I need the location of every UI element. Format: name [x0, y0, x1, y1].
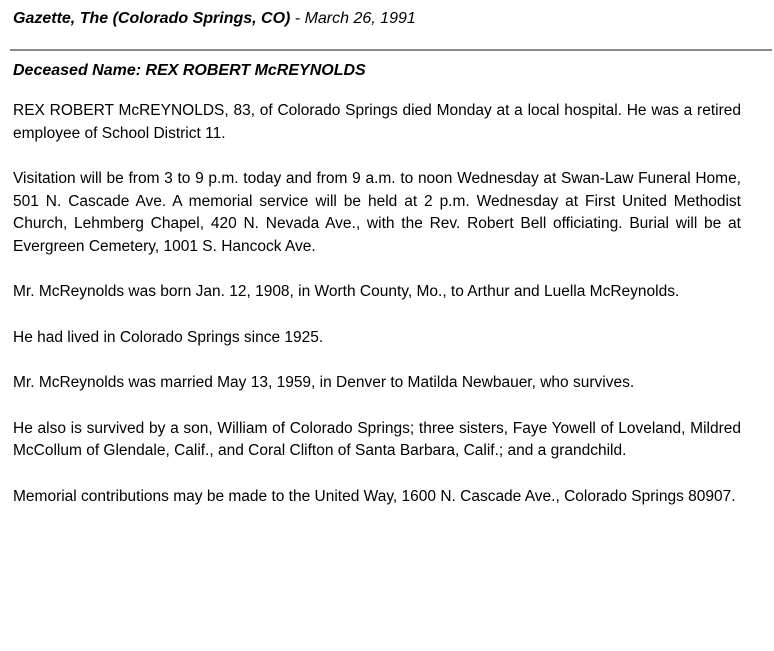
obituary-paragraph: Mr. McReynolds was born Jan. 12, 1908, in Worth County, Mo., to Arthur and Luella McReynolds. — [13, 283, 680, 300]
obituary-paragraph: Memorial contributions may be made to the United Way, 1600 N. Cascade Ave., Colorado Springs 80907. — [13, 487, 736, 505]
header-separator: - — [290, 10, 305, 27]
obituary-paragraph: Visitation will be from 3 to 9 p.m. today and from 9 a.m. to noon Wednesday at Swan-Law Funeral Home, 501 N. Cascade Ave. A memorial service will be held at 2 p.m. Wednesday at First United Methodist Church, Lehmberg Chapel, 420 N. Nevada Ave., with the Rev. Robert Bell officiating. Burial will be at Evergreen Cemetery, 1001 S. Hancock Ave. — [13, 170, 741, 255]
deceased-name-heading: Deceased Name: REX ROBERT McREYNOLDS — [13, 62, 366, 79]
obituary-body — [13, 100, 741, 531]
obituary-paragraph: He had lived in Colorado Springs since 1925. — [13, 328, 324, 346]
obituary-paragraph: He also is survived by a son, William of Colorado Springs; three sisters, Faye Yowell of Loveland, Mildred McCollum of Glendale, Calif., and Coral Clifton of Santa Barbara, Calif.; and a grandchild. — [13, 419, 741, 459]
obituary-paragraph: Mr. McReynolds was married May 13, 1959, in Denver to Matilda Newbauer, who survives. — [13, 374, 635, 391]
header-divider — [10, 49, 772, 51]
source-header — [13, 10, 416, 28]
publication-name: Gazette, The (Colorado Springs, CO) — [13, 10, 291, 27]
obituary-paragraph: REX ROBERT McREYNOLDS, 83, of Colorado Springs died Monday at a local hospital. He was a retired employee of School District 11. — [13, 102, 741, 142]
publication-date: March 26, 1991 — [304, 10, 416, 27]
